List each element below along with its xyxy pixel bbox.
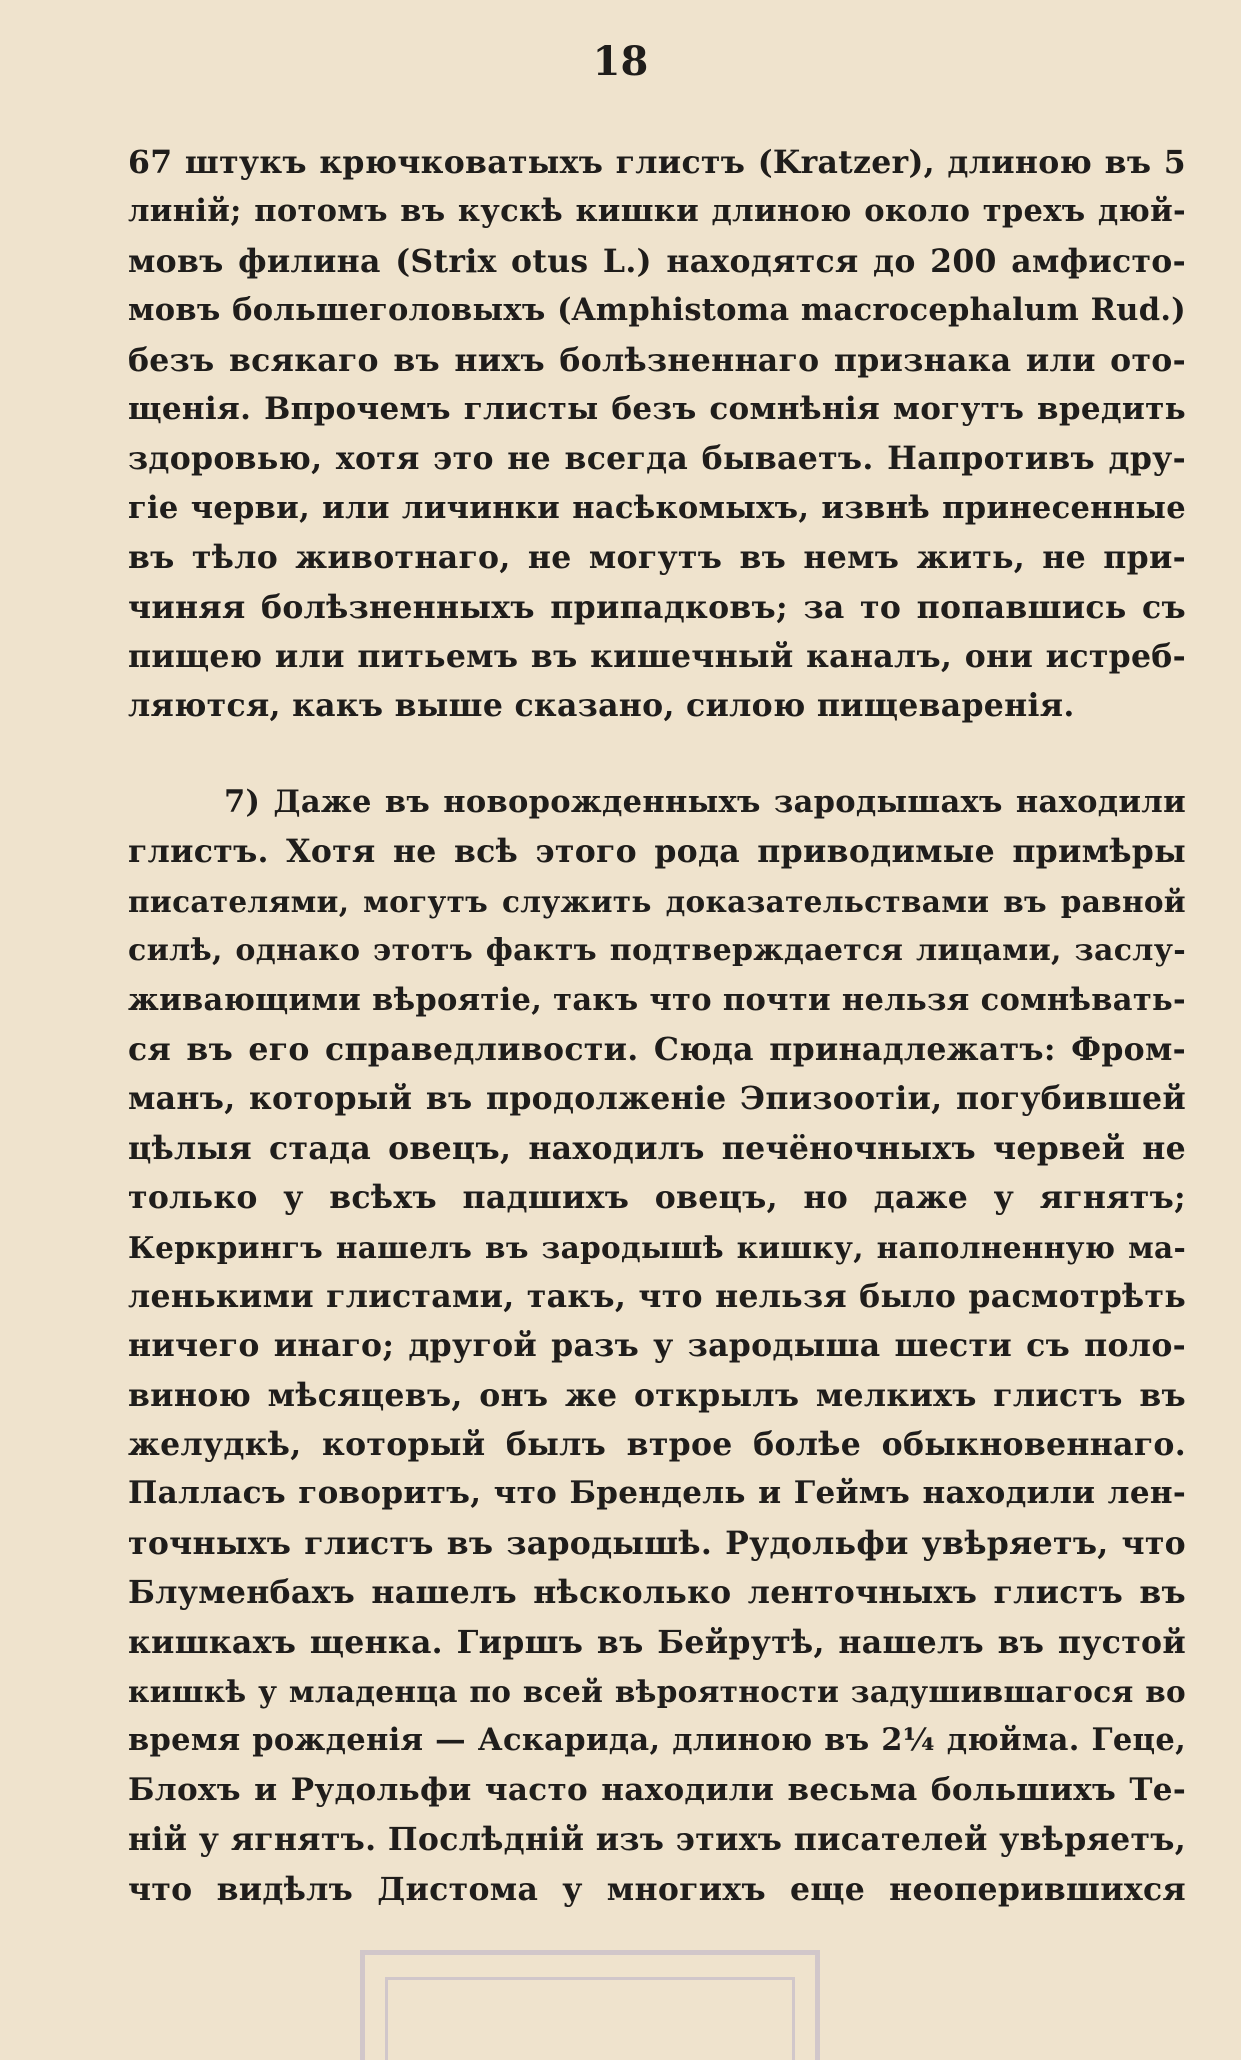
text-line: ся въ его справедливости. Сюда принадлежатъ: Фром- [128, 1030, 1186, 1068]
page-number: 18 [592, 38, 649, 85]
text-line: цѣлыя стада овецъ, находилъ печёночныхъ червей не [128, 1129, 1186, 1167]
text-line: пищею или питьемъ въ кишечный каналъ, они истреб- [128, 637, 1186, 675]
text-line: мовъ большеголовыхъ (Amphistoma macrocephalum Rud.) [128, 292, 1186, 329]
text-line: виною мѣсяцевъ, онъ же открылъ мелкихъ глистъ въ [128, 1376, 1186, 1414]
text-line: Керкрингъ нашелъ въ зародышѣ кишку, наполненную ма- [128, 1229, 1186, 1265]
text-line: силѣ, однако этотъ фактъ подтверждается лицами, заслу- [128, 933, 1186, 969]
text-line: Палласъ говоритъ, что Брендель и Геймъ находили лен- [128, 1475, 1186, 1512]
text-line: ленькими глистами, такъ, что нельзя было расмотрѣть [128, 1277, 1186, 1315]
text-line: точныхъ глистъ въ зародышѣ. Рудольфи увѣряетъ, что [128, 1524, 1186, 1562]
text-line: 7) Даже въ новорожденныхъ зародышахъ находили [224, 784, 1186, 820]
text-line: чиняя болѣзненныхъ припадковъ; за то попавшись съ [128, 588, 1186, 626]
text-line: ничего инаго; другой разъ у зародыша шести съ поло- [128, 1327, 1186, 1365]
text-line: Блохъ и Рудольфи часто находили весьма большихъ Те- [128, 1771, 1186, 1808]
text-line: манъ, который въ продолженіе Эпизоотіи, погубившей [128, 1080, 1186, 1118]
text-line: что видѣлъ Дистома у многихъ еще неоперившихся [128, 1870, 1186, 1908]
text-line: желудкѣ, который былъ втрое болѣе обыкновеннаго. [128, 1426, 1186, 1464]
library-stamp [360, 1950, 820, 2060]
text-line: кишкахъ щенка. Гиршъ въ Бейрутѣ, нашелъ въ пустой [128, 1623, 1186, 1661]
text-line: въ тѣло животнаго, не могутъ въ немъ жить, не при- [128, 539, 1186, 577]
library-stamp-inner-frame [385, 1977, 795, 2060]
paragraph-2 [128, 778, 1186, 1914]
text-line: ній у ягнятъ. Послѣдній изъ этихъ писателей увѣряетъ, [128, 1821, 1186, 1859]
text-line: Блуменбахъ нашелъ нѣсколько ленточныхъ глистъ въ [128, 1574, 1186, 1612]
text-line: живающими вѣроятіе, такъ что почти нельзя сомнѣвать- [128, 981, 1186, 1018]
text-line: линій; потомъ въ кускѣ кишки длиною около трехъ дюй- [128, 193, 1186, 230]
paragraph-1 [128, 138, 1186, 731]
text-line: щенія. Впрочемъ глисты безъ сомнѣнія могутъ вредить [128, 390, 1186, 427]
text-line: ляются, какъ выше сказано, силою пищеваренія. [128, 687, 1075, 725]
text-line: здоровью, хотя это не всегда бываетъ. Напротивъ дру- [128, 440, 1186, 478]
text-line: 67 штукъ крючковатыхъ глистъ (Kratzer), длиною въ 5 [128, 144, 1186, 181]
text-line: писателями, могутъ служить доказательствами въ равной [128, 883, 1186, 919]
text-line: мовъ филина (Strix otus L.) находятся до 200 амфисто- [128, 242, 1186, 280]
text-line: безъ всякаго въ нихъ болѣзненнаго признака или ото- [128, 341, 1186, 379]
text-line: глистъ. Хотя не всѣ этого рода приводимые примѣры [128, 833, 1186, 871]
text-line: время рожденія — Аскарида, длиною въ 2¼ дюйма. Геце, [128, 1722, 1186, 1759]
text-line: только у всѣхъ падшихъ овецъ, но даже у ягнятъ; [128, 1179, 1186, 1217]
text-line: кишкѣ у младенца по всей вѣроятности задушившагося во [128, 1674, 1186, 1710]
text-line: гіе черви, или личинки насѣкомыхъ, извнѣ принесенные [128, 489, 1186, 526]
